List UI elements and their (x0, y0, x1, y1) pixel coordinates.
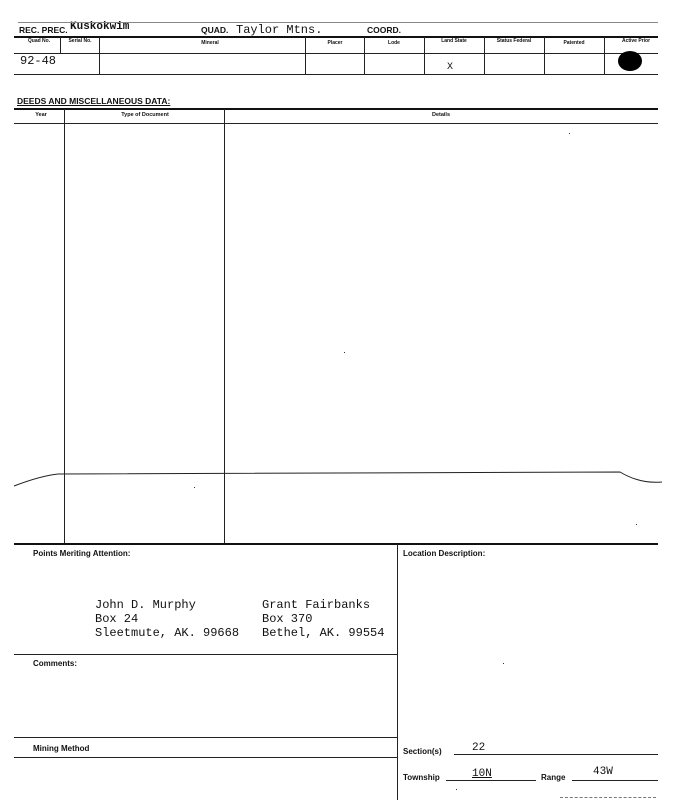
deeds-col-details: Details (431, 112, 451, 118)
comments-label: Comments: (33, 659, 78, 668)
contact-block-1 (95, 598, 239, 640)
rec-prec-value: Kuskokwim (70, 21, 130, 33)
township-value: 10N (472, 768, 492, 780)
col-divider (484, 37, 485, 74)
col-header-serial-no: Serial No. (68, 38, 92, 44)
sections-underline (454, 754, 658, 755)
quad-value: Taylor Mtns. (236, 23, 323, 37)
sections-value: 22 (472, 742, 486, 754)
location-label: Location Description: (403, 549, 486, 558)
col-header-status-federal: Status Federal (496, 38, 532, 44)
contact2-city: Bethel, AK. 99554 (262, 626, 385, 640)
contact1-city: Sleetmute, AK. 99668 (95, 626, 240, 640)
range-label: Range (541, 773, 566, 782)
quad-label: QUAD. (201, 25, 229, 35)
coord-label: COORD. (367, 25, 401, 35)
col-header-patented: Patented (563, 40, 585, 46)
range-underline (572, 780, 658, 781)
top-faint-rule (18, 22, 658, 23)
contact1-name: John D. Murphy (95, 598, 196, 612)
scan-speck (569, 133, 570, 134)
page-fold-line (0, 462, 678, 492)
land-state-mark: X (447, 62, 454, 73)
lower-center-divider (397, 544, 398, 800)
scan-speck (636, 524, 637, 525)
col-divider (99, 37, 100, 74)
comments-rule (14, 654, 397, 655)
rec-prec-label: REC. PREC. (19, 25, 68, 35)
col-divider (60, 37, 61, 53)
deeds-title: DEEDS AND MISCELLANEOUS DATA: (17, 96, 171, 106)
col-header-lode: Lode (388, 40, 400, 46)
range-value: 43W (593, 766, 613, 778)
mining-method-rule (14, 737, 397, 738)
contact-block-2 (262, 598, 384, 640)
deeds-top-rule (14, 108, 658, 110)
contact1-box: Box 24 (95, 612, 139, 626)
header-bottom-rule (14, 74, 658, 75)
col-header-placer: Placer (327, 40, 343, 46)
col-divider (604, 37, 605, 74)
quad-no-value: 92-48 (20, 54, 57, 68)
scan-speck (344, 352, 345, 353)
mining-method-underline (14, 757, 397, 758)
contact2-name: Grant Fairbanks (262, 598, 371, 612)
contact2-box: Box 370 (262, 612, 313, 626)
scan-speck (456, 789, 457, 790)
mining-method-label: Mining Method (33, 744, 90, 753)
header-top-rule (14, 36, 658, 38)
bottom-scan-artifact (560, 797, 656, 798)
deeds-col-year: Year (35, 112, 47, 118)
lower-top-rule (14, 543, 658, 545)
col-header-land-state: Land State (441, 38, 467, 44)
scan-speck (194, 487, 195, 488)
col-header-mineral: Mineral (201, 40, 219, 46)
col-divider (424, 37, 425, 74)
township-label: Township (403, 773, 440, 782)
header-mid-rule (14, 53, 658, 54)
township-underline (446, 780, 536, 781)
deeds-col-type: Type of Document (121, 112, 169, 118)
col-header-active: Active Prior (621, 38, 651, 44)
points-label: Points Meriting Attention: (33, 549, 131, 558)
sections-label: Section(s) (403, 747, 442, 756)
col-header-quad-no: Quad No. (27, 38, 51, 44)
deeds-header-rule (14, 123, 658, 124)
active-filled-circle (618, 51, 642, 71)
scan-speck (503, 663, 504, 664)
